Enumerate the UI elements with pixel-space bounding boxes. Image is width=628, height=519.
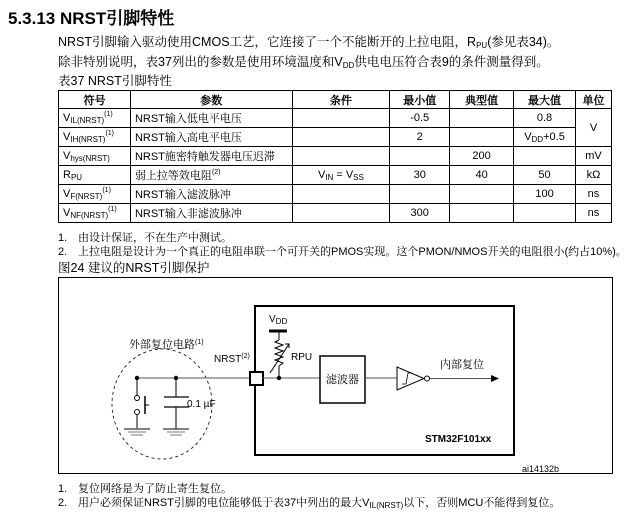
footnote-ref: (1) bbox=[108, 206, 117, 213]
subscript: PU bbox=[476, 41, 488, 50]
unit-cell: kΩ bbox=[575, 166, 611, 185]
unit-cell: ns bbox=[575, 204, 611, 223]
note-number: 2. bbox=[58, 497, 68, 509]
note-text: 复位网络是为了防止寄生复位。 bbox=[78, 483, 232, 495]
footnote-ref: (1) bbox=[104, 111, 113, 118]
junction-dot bbox=[277, 376, 281, 380]
subscript: DD bbox=[342, 61, 355, 70]
parameter: 弱上拉等效电阻 bbox=[134, 170, 212, 182]
capacitor-value: 0.1 µF bbox=[187, 399, 216, 410]
note-text: 上拉电阻是设计为一个真正的电阻串联一个可开关的PMOS实现。这个PMON/NMOS开关的电阻很小(约占10%)。 bbox=[78, 246, 627, 258]
cond-sub: SS bbox=[353, 172, 364, 182]
parameter-cell: NRST输入滤波脉冲 bbox=[130, 185, 292, 204]
parameter-cell: NRST输入低电平电压 bbox=[130, 109, 292, 128]
vdd-label: $V_{DD}$ bbox=[269, 314, 288, 326]
cond: = V bbox=[333, 168, 354, 181]
unit-cell: mV bbox=[575, 147, 611, 166]
max-post: +0.5 bbox=[543, 130, 565, 143]
symbol-sub: hys(NRST) bbox=[70, 153, 110, 163]
min-cell: 30 bbox=[390, 166, 450, 185]
header-symbol: 符号 bbox=[59, 91, 131, 109]
nrst-pin-pad bbox=[250, 372, 263, 385]
header-typ: 典型值 bbox=[450, 91, 514, 109]
figure-caption: 图24 建议的NRST引脚保护 bbox=[58, 261, 210, 275]
arrow-right-icon bbox=[491, 375, 499, 382]
symbol-sub: PU bbox=[70, 172, 83, 182]
typ-cell: 200 bbox=[450, 147, 514, 166]
unit-cell: V bbox=[575, 109, 611, 147]
min-cell: 300 bbox=[390, 204, 450, 223]
symbol: V bbox=[63, 131, 71, 143]
section-title: NRST引脚特性 bbox=[60, 9, 175, 28]
ground-icon bbox=[163, 429, 189, 435]
text: NRST引脚输入驱动使用CMOS工艺，它连接了一个不能断开的上拉电阻，R bbox=[58, 35, 477, 49]
ground-icon bbox=[124, 429, 150, 435]
max-cell: 0.8 bbox=[514, 109, 576, 128]
max-cell: 100 bbox=[514, 185, 576, 204]
max-sub: DD bbox=[531, 134, 544, 144]
footnote-ref: (1) bbox=[102, 187, 111, 194]
table-caption: 表37 NRST引脚特性 bbox=[58, 74, 172, 88]
capacitor-icon bbox=[164, 378, 189, 429]
text: (参见表34)。 bbox=[487, 35, 560, 49]
unit-cell: ns bbox=[575, 185, 611, 204]
min-cell: 2 bbox=[390, 128, 450, 147]
note-number: 1. bbox=[58, 483, 68, 495]
symbol-sub: NF(NRST) bbox=[70, 211, 109, 220]
figure-id: ai14132b bbox=[522, 464, 560, 474]
note-number: 1. bbox=[58, 232, 68, 244]
footnote-ref: (2) bbox=[211, 169, 221, 176]
min-cell: -0.5 bbox=[390, 109, 450, 128]
variable-resistor-icon bbox=[270, 331, 289, 378]
symbol-sub: F(NRST) bbox=[70, 192, 103, 201]
push-button-switch-icon bbox=[135, 378, 150, 428]
chip-name: STM32F101xx bbox=[425, 434, 492, 445]
symbol: R bbox=[63, 168, 71, 181]
rpu-label: RPU bbox=[291, 352, 313, 363]
nrst-pin-label: NRST$^{(2)}$ bbox=[214, 353, 250, 365]
symbol: V bbox=[63, 112, 71, 124]
symbol-sub: IH(NRST) bbox=[70, 135, 106, 144]
figure-note-2 bbox=[58, 494, 560, 510]
note-subscript: IL(NRST) bbox=[369, 501, 404, 510]
parameter-cell: NRST施密特触发器电压迟滞 bbox=[130, 147, 292, 166]
max-value: V bbox=[524, 130, 532, 143]
symbol: V bbox=[63, 149, 71, 162]
note-number: 2. bbox=[58, 246, 68, 258]
max-cell: 50 bbox=[514, 166, 576, 185]
symbol: V bbox=[63, 207, 71, 219]
external-circuit-label: 外部复位电路$^{(1)}$ bbox=[129, 339, 204, 351]
parameter-cell: NRST输入非滤波脉冲 bbox=[130, 204, 292, 223]
chip-outline bbox=[255, 306, 514, 455]
note-text: 由设计保证，不在生产中测试。 bbox=[78, 232, 232, 244]
header-unit: 单位 bbox=[575, 91, 611, 109]
parameter-cell: NRST输入高电平电压 bbox=[130, 128, 292, 147]
text: 除非特别说明，表37列出的参数是使用环境温度和V bbox=[58, 55, 343, 69]
symbol-sub: IL(NRST) bbox=[70, 116, 105, 125]
note-text: 以下，否则MCU不能得到复位。 bbox=[403, 497, 561, 509]
internal-reset-label: 内部复位 bbox=[440, 359, 484, 371]
header-max: 最大值 bbox=[514, 91, 576, 109]
header-min: 最小值 bbox=[390, 91, 450, 109]
footnote-ref: (1) bbox=[105, 130, 115, 137]
cond: V bbox=[317, 168, 326, 181]
cond-sub: IN bbox=[325, 172, 334, 182]
header-condition: 条件 bbox=[292, 91, 390, 109]
note-text: 用户必须保证NRST引脚的电位能够低于表37中列出的最大V bbox=[78, 497, 370, 509]
symbol: V bbox=[63, 188, 71, 200]
typ-cell: 40 bbox=[450, 166, 514, 185]
text: 供电电压符合表9的条件测量得到。 bbox=[354, 55, 549, 69]
schmitt-trigger-inverter-icon bbox=[397, 367, 430, 390]
filter-label: 滤波器 bbox=[326, 374, 359, 386]
header-parameter: 参数 bbox=[130, 91, 292, 109]
section-number: 5.3.13 bbox=[8, 9, 56, 28]
